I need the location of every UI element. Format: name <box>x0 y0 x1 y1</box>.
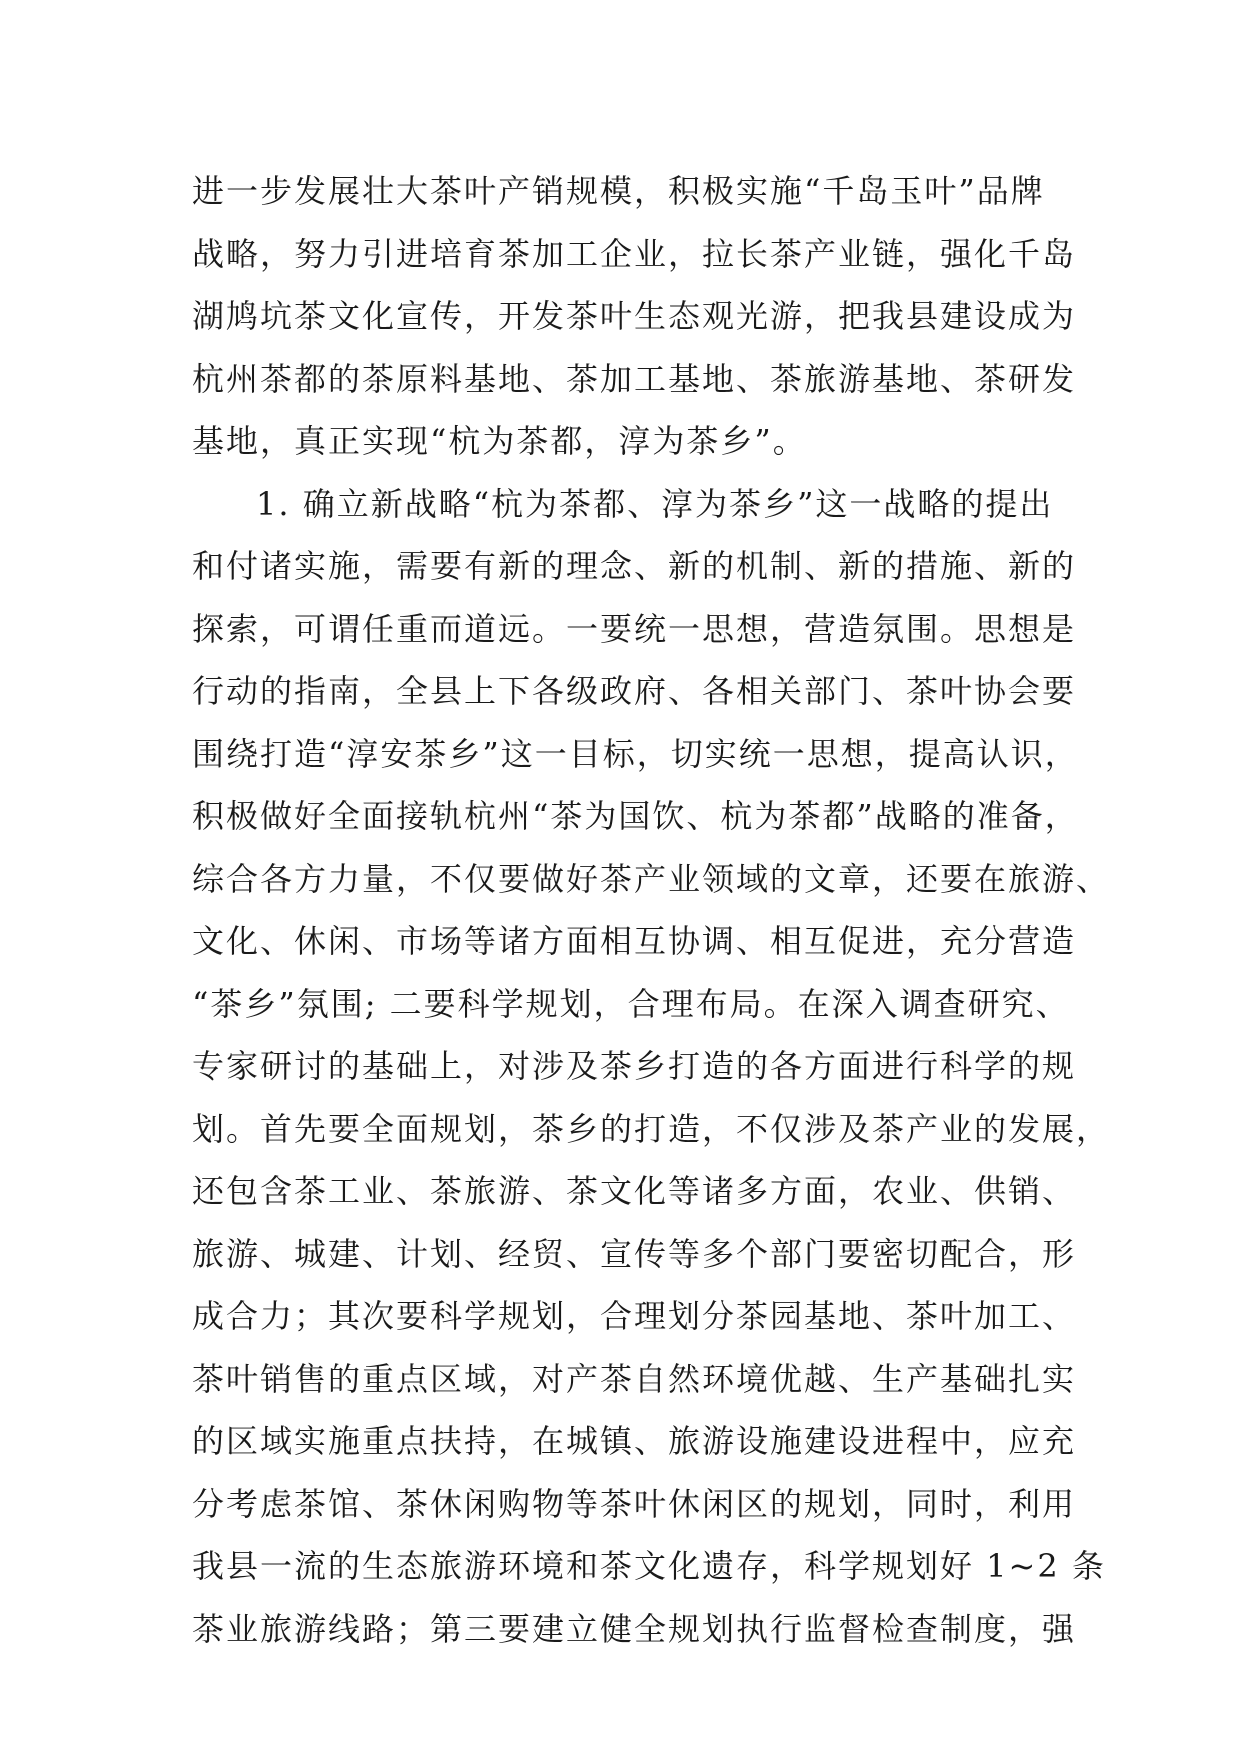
text-line: 文化、休闲、市场等诸方面相互协调、相互促进，充分营造 <box>192 922 1077 960</box>
text-line: 杭州茶都的茶原料基地、茶加工基地、茶旅游基地、茶研发 <box>192 359 1077 398</box>
text-line: 围绕打造“淳安茶乡”这一目标，切实统一思想，提高认识， <box>192 734 1079 773</box>
section-heading-line: 1. 确立新战略“杭为茶都、淳为茶乡”这一战略的提出 <box>256 484 1054 523</box>
text-line: 行动的指南，全县上下各级政府、各相关部门、茶叶协会要 <box>192 672 1077 710</box>
text-line: 我县一流的生态旅游环境和茶文化遗存，科学规划好 1~2 条 <box>192 1547 1106 1585</box>
text-line: 茶业旅游线路；第三要建立健全规划执行监督检查制度，强 <box>192 1609 1077 1648</box>
text-line: 积极做好全面接轨杭州“茶为国饮、杭为茶都”战略的准备， <box>192 797 1079 835</box>
body-text <box>192 160 1111 1660</box>
text-line: 战略，努力引进培育茶加工企业，拉长茶产业链，强化千岛 <box>192 234 1077 273</box>
text-line: 还包含茶工业、茶旅游、茶文化等诸多方面，农业、供销、 <box>192 1172 1077 1210</box>
text-line: 茶叶销售的重点区域，对产茶自然环境优越、生产基础扎实 <box>192 1359 1077 1398</box>
text-line: 综合各方力量，不仅要做好茶产业领域的文章，还要在旅游、 <box>192 859 1111 898</box>
text-line: 成合力；其次要科学规划，合理划分茶园基地、茶叶加工、 <box>192 1297 1077 1335</box>
text-line: 基地，真正实现“杭为茶都，淳为茶乡”。 <box>192 422 807 460</box>
text-line: 专家研讨的基础上，对涉及茶乡打造的各方面进行科学的规 <box>192 1047 1077 1085</box>
text-line: 湖鸠坑茶文化宣传，开发茶叶生态观光游，把我县建设成为 <box>192 297 1077 335</box>
text-line: 划。首先要全面规划，茶乡的打造，不仅涉及茶产业的发展， <box>192 1109 1111 1148</box>
text-line: “茶乡”氛围; 二要科学规划，合理布局。在深入调查研究、 <box>192 984 1070 1023</box>
text-line: 的区域实施重点扶持，在城镇、旅游设施建设进程中，应充 <box>192 1422 1077 1460</box>
text-line: 探索，可谓任重而道远。一要统一思想，营造氛围。思想是 <box>192 609 1077 648</box>
text-line: 旅游、城建、计划、经贸、宣传等多个部门要密切配合，形 <box>192 1234 1077 1273</box>
text-line: 进一步发展壮大茶叶产销规模，积极实施“千岛玉叶”品牌 <box>192 172 1045 210</box>
text-line: 分考虑茶馆、茶休闲购物等茶叶休闲区的规划，同时，利用 <box>192 1484 1077 1523</box>
text-line: 和付诸实施，需要有新的理念、新的机制、新的措施、新的 <box>192 547 1077 585</box>
